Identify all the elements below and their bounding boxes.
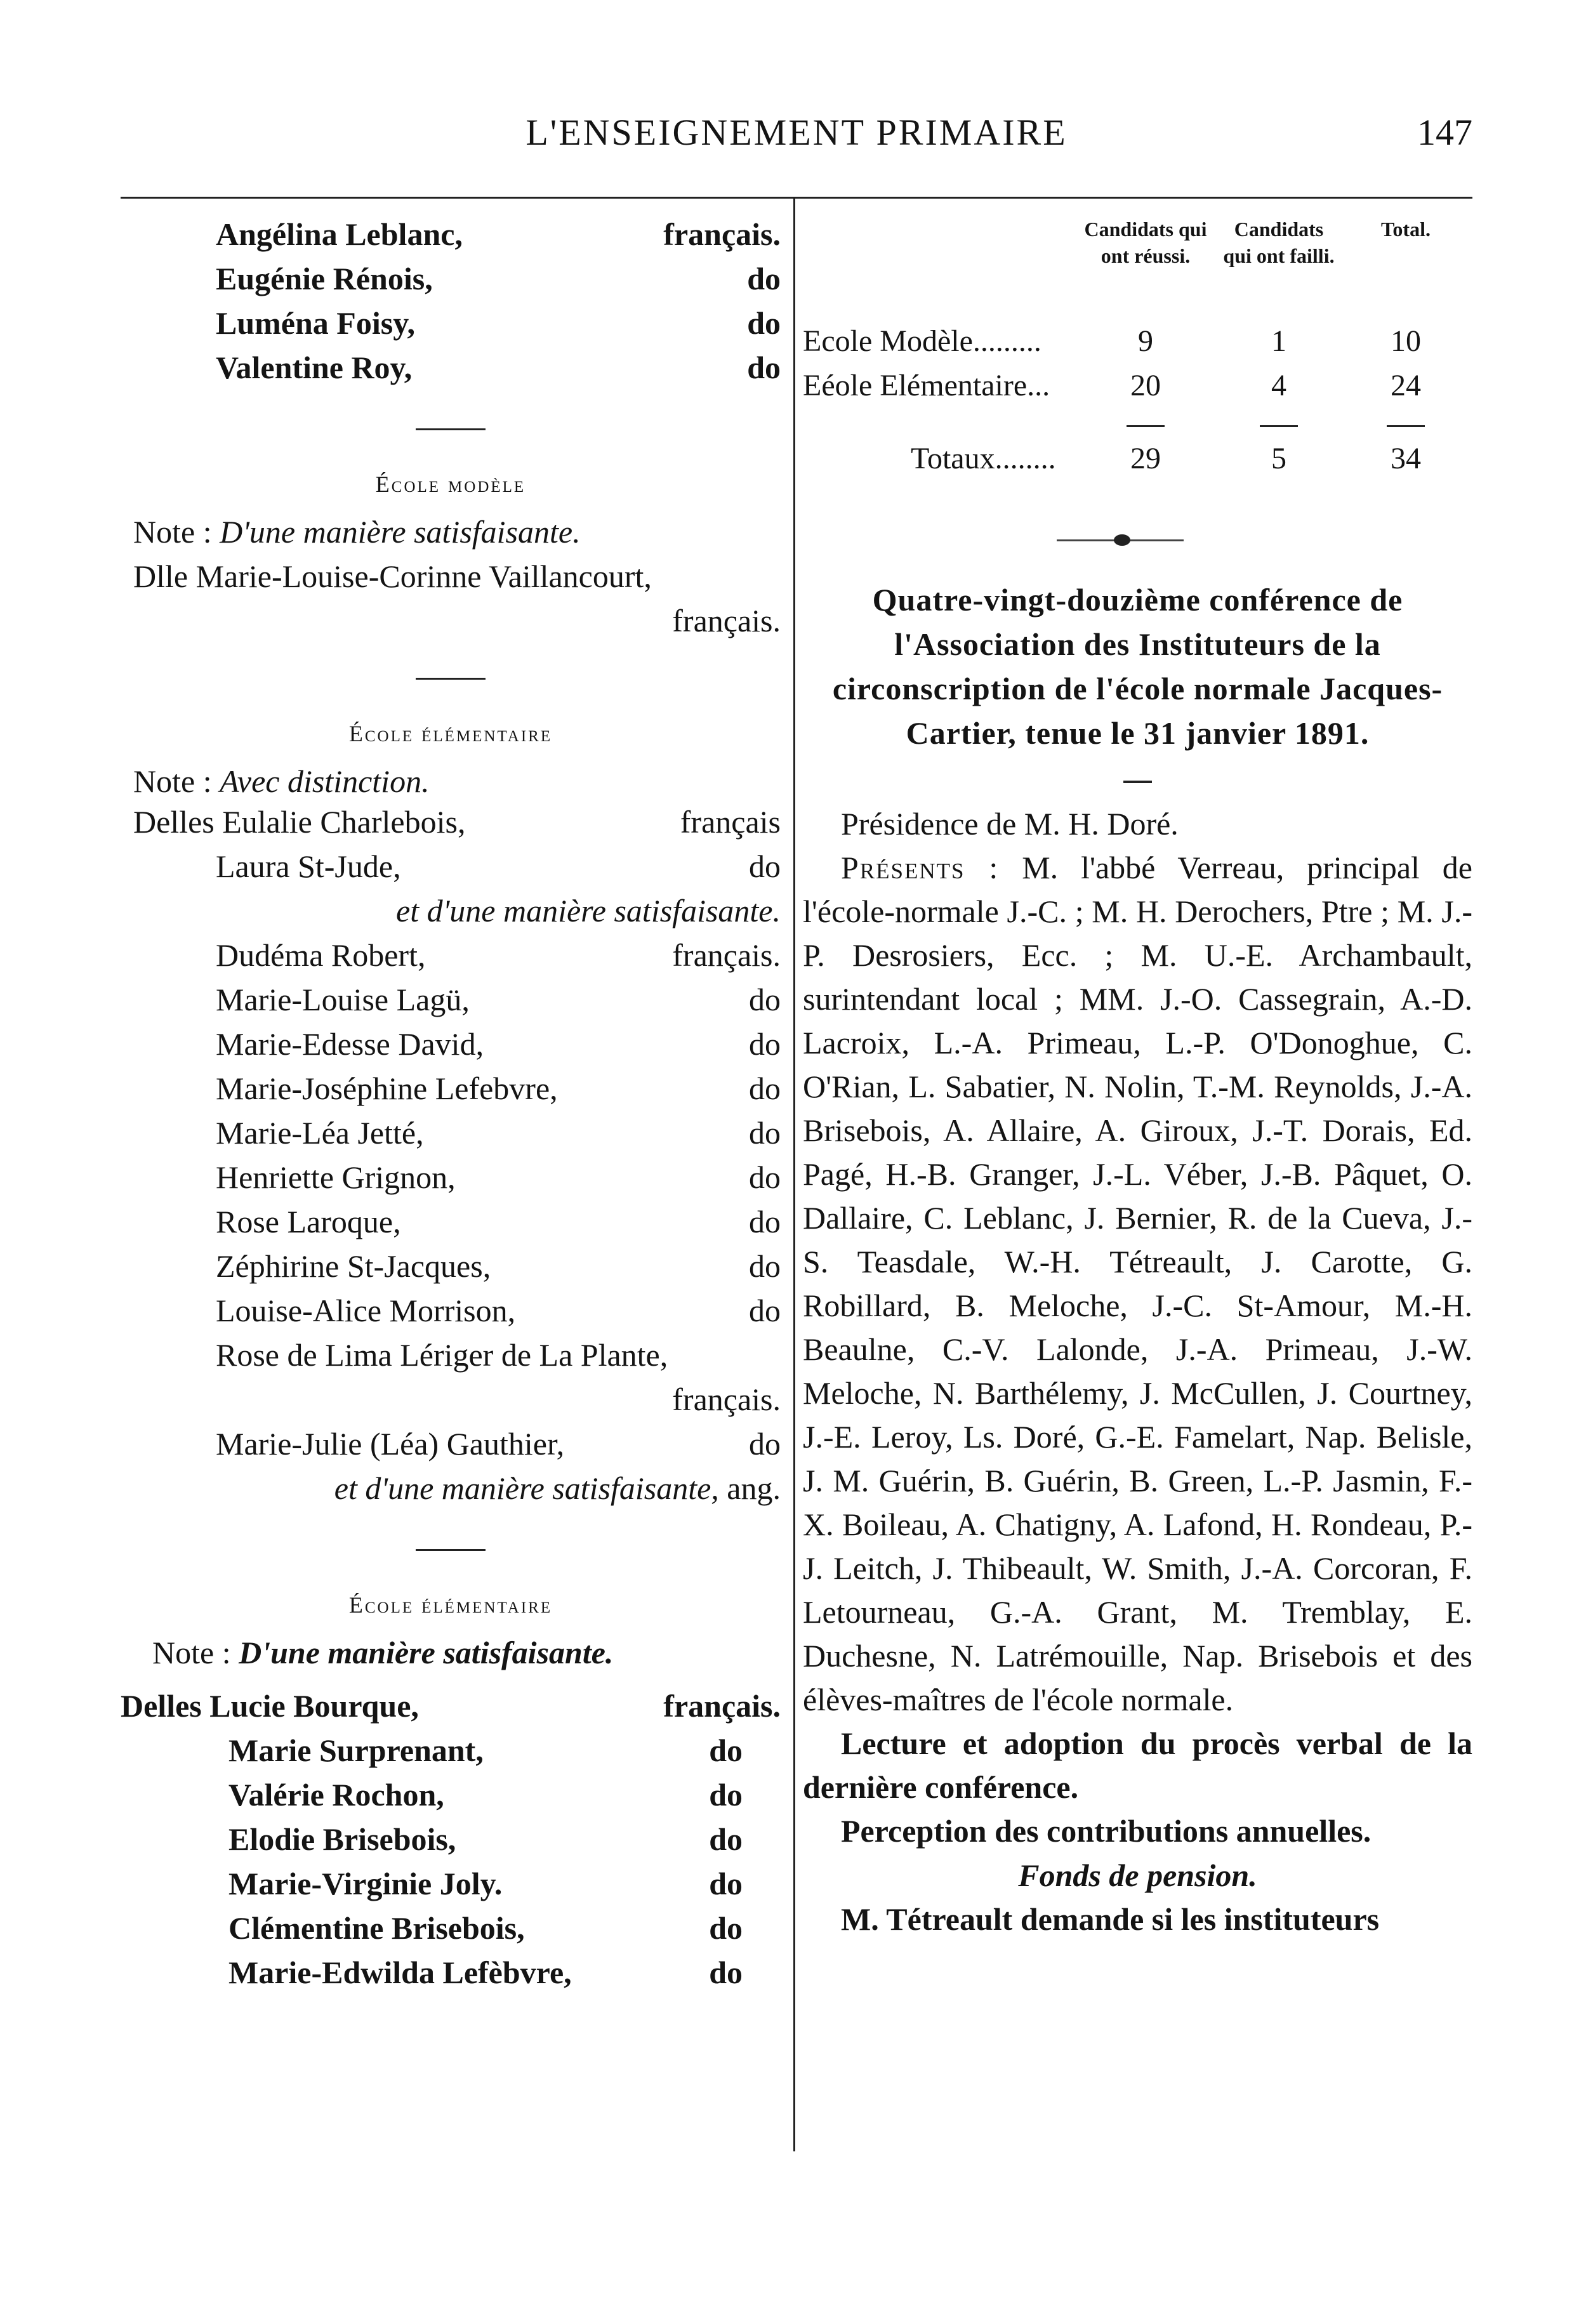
entry-name: Dlle Marie-Louise-Corinne Vaillancourt, bbox=[133, 558, 652, 594]
results-table bbox=[803, 216, 1472, 475]
sum-rule bbox=[1127, 425, 1165, 427]
separator-dash bbox=[416, 428, 486, 430]
table-header: Total. bbox=[1381, 218, 1431, 241]
table-row-total: Totaux........ 29 5 34 bbox=[911, 442, 1421, 475]
list-item: Marie-Edwilda Lefèbvre, do bbox=[228, 1955, 743, 1990]
perception-paragraph: Perception des contributions annuelles. bbox=[841, 1813, 1372, 1849]
list-item: Elodie Brisebois, do bbox=[228, 1821, 743, 1857]
list-item: Henriette Grignon, do bbox=[216, 1159, 781, 1195]
list-item: Eugénie Rénois, do bbox=[216, 261, 781, 296]
header-rule bbox=[121, 197, 1472, 199]
list-item: Marie-Edesse David, do bbox=[216, 1026, 781, 1062]
list-item: Marie-Julie (Léa) Gauthier, do bbox=[216, 1426, 781, 1462]
table-row: Eéole Elémentaire... 20 4 24 bbox=[803, 369, 1421, 402]
list-item: Marie-Joséphine Lefebvre, do bbox=[216, 1071, 781, 1106]
fonds-title: Fonds de pension. bbox=[1018, 1858, 1257, 1893]
ornament-divider bbox=[803, 514, 1472, 571]
presidence-line: Présidence de M. H. Doré. bbox=[841, 806, 1179, 842]
entry-tag: français. bbox=[672, 603, 781, 638]
list-item: Laura St-Jude, do bbox=[216, 848, 781, 884]
table-row: Ecole Modèle......... 9 1 10 bbox=[803, 324, 1421, 358]
sum-rule bbox=[1260, 425, 1298, 427]
last-line: M. Tétreault demande si les instituteurs bbox=[841, 1901, 1380, 1937]
lecture-paragraph: Lecture et adoption du procès verbal de la dernière conférence. bbox=[803, 1726, 1472, 1805]
section-title: École élémentaire bbox=[348, 721, 553, 746]
table-header: Candidats qui ont failli. bbox=[1223, 218, 1335, 267]
list-item: Valentine Roy, do bbox=[216, 350, 781, 385]
list-item: Rose Laroque, do bbox=[216, 1204, 781, 1239]
list-item: Marie-Virginie Joly. do bbox=[228, 1866, 743, 1901]
list-item: Valérie Rochon, do bbox=[228, 1777, 743, 1812]
section3-entries bbox=[121, 1732, 781, 1998]
list-item: Marie-Louise Lagü, do bbox=[216, 982, 781, 1017]
section-title: École modèle bbox=[375, 472, 526, 497]
list-item: Delles Eulalie Charlebois, français bbox=[133, 804, 781, 840]
list-item: Marie Surprenant, do bbox=[228, 1733, 743, 1768]
page-number: 147 bbox=[1417, 112, 1472, 153]
list-item: Louise-Alice Morrison, do bbox=[216, 1293, 781, 1328]
table-header: Candidats qui ont réussi. bbox=[1084, 218, 1207, 267]
list-item: Luména Foisy, do bbox=[216, 305, 781, 341]
list-item: Rose de Lima Lériger de La Plante, français. bbox=[216, 1337, 781, 1417]
entries-b bbox=[121, 937, 781, 1337]
right-column bbox=[803, 216, 1472, 2266]
separator-dash bbox=[416, 1549, 486, 1551]
satisfaisante-line: et d'une manière satisfaisante. bbox=[396, 893, 781, 928]
page-header bbox=[121, 111, 1472, 168]
presents-paragraph: Présents : M. l'abbé Verreau, principal de l'école-normale J.-C. ; M. H. Derochers, Ptre ; M. J.-P. Desrosiers, Ecc. ; M. U.-E. Archambault, surintendant local ; MM. J.-O. Cassegrain, A.-D. Lacroix, L.-A. Primeau, L.-P. O'Donoghue, C. O'Rian, L. Sabatier, N. Nolin, T.-M. Reynolds, J.-A. Brisebois, A. Allaire, A. Giroux, J.-T. Dorais, Ed. Pagé, H.-B. Granger, J.-L. Véber, J.-B. Pâquet, O. Dallaire, C. Leblanc, J. Bernier, R. de la Cueva, J.-S. Teasdale, W.-H. Tétreault, J. Carotte, G. Robillard, B. Meloche, J.-C. St-Amour, M.-H. Beaulne, C.-V. Lalonde, J.-A. Primeau, J.-W. Meloche, N. Barthélemy, J. McCullen, J. Courtney, J.-E. Leroy, Ls. Doré, G.-E. Famelart, Nap. Belisle, J. M. Guérin, B. Guérin, B. Green, L.-P. Jasmin, F.-X. Boileau, A. Chatigny, A. Lafond, H. Rondeau, P.-J. Leitch, J. Thibeault, W. Smith, J.-A. Corcoran, F. Letourneau, G.-A. Grant, M. Tremblay, E. Duchesne, N. Latrémouille, Nap. Brisebois et des élèves-maîtres de l'école normale. bbox=[803, 850, 1473, 1717]
separator-dash bbox=[416, 678, 486, 680]
note-line: Note : Avec distinction. bbox=[133, 763, 430, 799]
list-item: Marie-Léa Jetté, do bbox=[216, 1115, 781, 1151]
satisfaisante-line: et d'une manière satisfaisante, ang. bbox=[334, 1470, 781, 1506]
sum-rule bbox=[1387, 425, 1425, 427]
list-item: Dudéma Robert, français. bbox=[216, 937, 781, 973]
note-line: Note : D'une manière satisfaisante. bbox=[133, 514, 581, 550]
list-item: Clémentine Brisebois, do bbox=[228, 1910, 743, 1946]
section-title: École élémentaire bbox=[348, 1592, 553, 1618]
column-divider bbox=[793, 197, 795, 2151]
list-item: Angélina Leblanc, français. bbox=[216, 216, 781, 252]
list-item: Zéphirine St-Jacques, do bbox=[216, 1248, 781, 1284]
separator-dash bbox=[1123, 781, 1152, 783]
running-title: L'ENSEIGNEMENT PRIMAIRE bbox=[525, 112, 1068, 153]
list-item: Delles Lucie Bourque, français. bbox=[121, 1688, 781, 1724]
top-entries bbox=[121, 216, 781, 393]
note-line: Note : D'une manière satisfaisante. bbox=[152, 1635, 614, 1670]
left-column bbox=[121, 216, 781, 2266]
conference-title: Quatre-vingt-douzième conférence de l'Association des Instituteurs de la circonscription de l'école normale Jacques-Cartier, tenue le 31 janvier 1891. bbox=[832, 582, 1443, 751]
